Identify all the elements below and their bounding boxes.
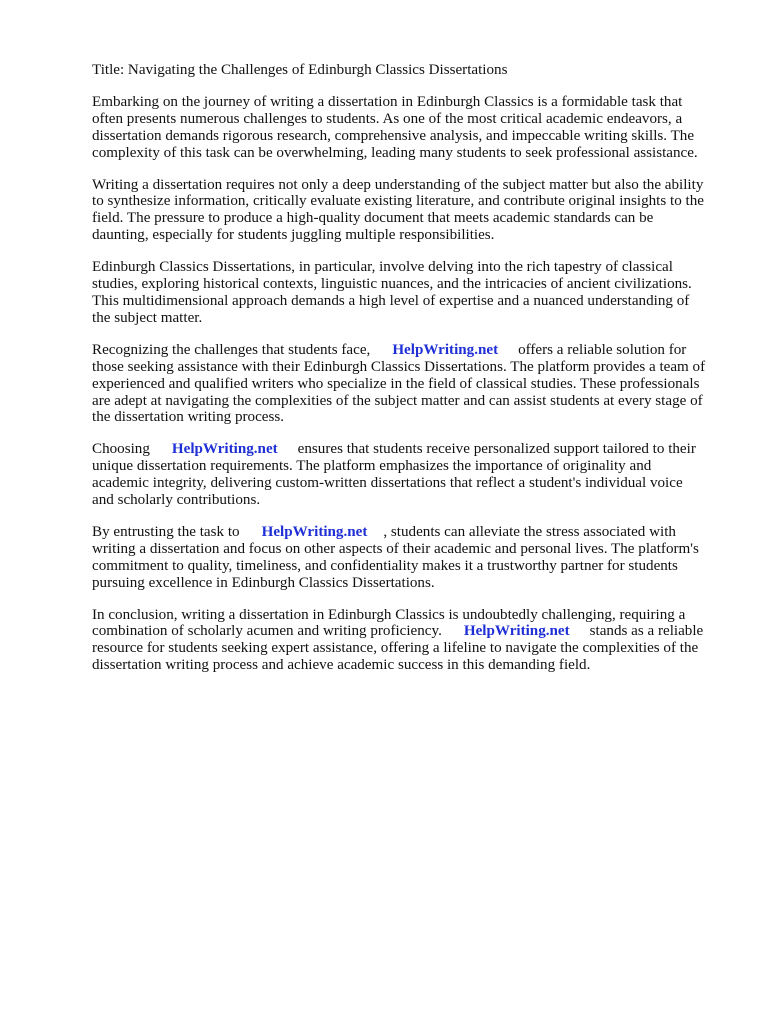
helpwriting-link[interactable]: HelpWriting.net: [392, 341, 499, 358]
helpwriting-link[interactable]: HelpWriting.net: [261, 523, 368, 540]
paragraph-text: In conclusion, writing a dissertation in Edinburgh Classics is undoubtedly challenging, requiring a combination of scholarly acumen and writing proficiency.: [92, 606, 686, 640]
paragraph-requirements: Writing a dissertation requires not only a deep understanding of the subject matter but also the ability to synthesize information, critically evaluate existing literature, and contribute original insights to the field. The pressure to produce a high-quality document that meets academic standards can be daunting, especially for students juggling multiple responsibilities.: [92, 176, 704, 244]
helpwriting-link[interactable]: HelpWriting.net: [463, 623, 570, 640]
paragraph-recognizing: [92, 342, 708, 427]
paragraph-choosing: [92, 441, 708, 509]
paragraph-text: ensures that students receive personalized support tailored to their unique dissertation requirements. The platform emphasizes the importance of originality and academic integrity, delivering custom-written dissertations that reflect a student's individual voice and scholarly contributions.: [92, 441, 696, 509]
document-title: Title: Navigating the Challenges of Edinburgh Classics Dissertations: [92, 62, 508, 78]
paragraph-text: Recognizing the challenges that students face,: [92, 341, 371, 358]
paragraph-text: By entrusting the task to: [92, 523, 240, 540]
paragraph-text: , students can alleviate the stress associated with writing a dissertation and focus on other aspects of their academic and personal lives. The platform's commitment to quality, timeliness, and confidentiality makes it a trustworthy partner for students pursuing excellence in Edinburgh Classics Dissertations.: [92, 523, 699, 591]
paragraph-text: Choosing: [92, 441, 150, 458]
paragraph-entrusting: [92, 524, 708, 592]
paragraph-text: stands as a reliable resource for students seeking expert assistance, offering a lifeline to navigate the complexities of the dissertation writing process and achieve academic success in this demanding field.: [92, 623, 704, 674]
paragraph-intro: Embarking on the journey of writing a dissertation in Edinburgh Classics is a formidable task that often presents numerous challenges to students. As one of the most critical academic endeavors, a dissertation demands rigorous research, comprehensive analysis, and impeccable writing skills. The complexity of this task can be overwhelming, leading many students to seek professional assistance.: [92, 93, 698, 161]
helpwriting-link[interactable]: HelpWriting.net: [171, 441, 278, 458]
paragraph-conclusion: [92, 607, 708, 675]
paragraph-text: offers a reliable solution for those seeking assistance with their Edinburgh Classics Dissertations. The platform provides a team of experienced and qualified writers who specialize in the field of classical studies. These professionals are adept at navigating the complexities of the subject matter and can assist students at every stage of the dissertation writing process.: [92, 341, 706, 426]
paragraph-edinburgh-classics: Edinburgh Classics Dissertations, in particular, involve delving into the rich tapestry of classical studies, exploring historical contexts, linguistic nuances, and the intricacies of ancient civilizations. This multidimensional approach demands a high level of expertise and a nuanced understanding of the subject matter.: [92, 259, 692, 326]
